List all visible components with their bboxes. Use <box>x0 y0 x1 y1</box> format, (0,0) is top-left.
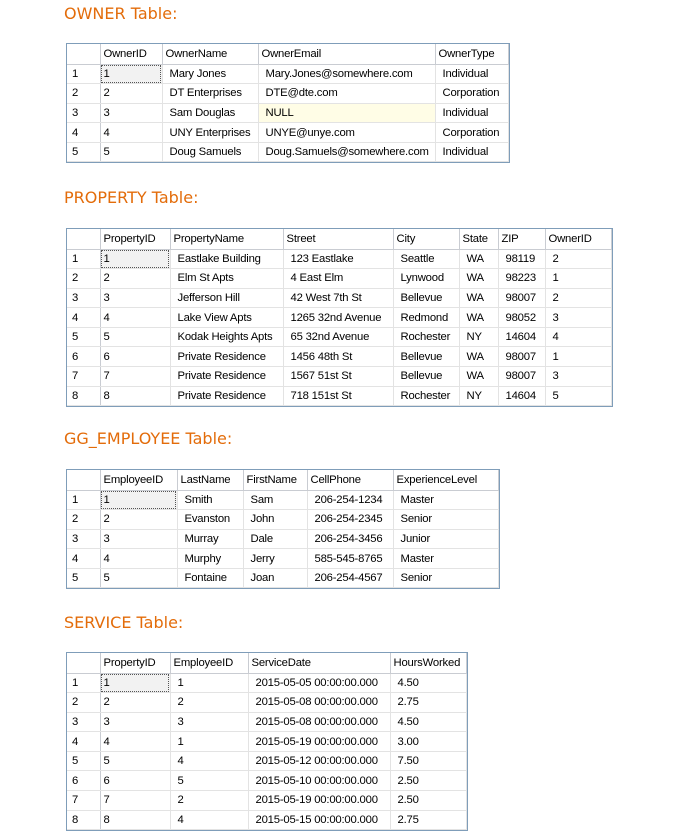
table-row[interactable] <box>67 568 498 588</box>
row-number-header[interactable] <box>67 470 100 490</box>
table-cell[interactable]: WA <box>459 288 498 308</box>
table-cell[interactable]: 4 <box>545 327 611 347</box>
table-cell[interactable]: Senior <box>393 568 498 588</box>
table-cell[interactable]: 4 <box>170 751 248 771</box>
row-number[interactable]: 7 <box>67 367 100 387</box>
table-row[interactable] <box>67 810 466 830</box>
table-cell[interactable]: Mary Jones <box>162 64 258 84</box>
table-cell[interactable]: 4 <box>100 123 162 143</box>
table-cell[interactable]: 3 <box>100 712 170 732</box>
column-header[interactable]: OwnerName <box>162 44 258 64</box>
property-table <box>67 229 612 406</box>
table-cell[interactable]: Sam Douglas <box>162 103 258 123</box>
row-number[interactable]: 8 <box>67 386 100 406</box>
row-number[interactable]: 8 <box>67 810 100 830</box>
table-row[interactable] <box>67 693 466 713</box>
table-cell[interactable]: Jefferson Hill <box>170 288 283 308</box>
property-table-title: PROPERTY Table: <box>64 188 199 207</box>
table-row[interactable] <box>67 673 466 693</box>
column-header[interactable]: City <box>393 229 459 249</box>
row-number-header[interactable] <box>67 229 100 249</box>
table-cell[interactable]: Individual <box>435 103 508 123</box>
table-row[interactable] <box>67 367 611 387</box>
table-cell[interactable]: Murphy <box>177 549 243 569</box>
table-cell[interactable]: 3 <box>545 308 611 328</box>
row-number[interactable]: 4 <box>67 308 100 328</box>
table-cell[interactable]: 65 32nd Avenue <box>283 327 393 347</box>
service-table-title: SERVICE Table: <box>64 613 184 632</box>
column-header[interactable]: LastName <box>177 470 243 490</box>
table-cell[interactable]: Bellevue <box>393 288 459 308</box>
table-cell[interactable]: 123 Eastlake <box>283 249 393 269</box>
column-header[interactable]: ExperienceLevel <box>393 470 498 490</box>
property-results-grid[interactable] <box>66 228 613 407</box>
row-number[interactable]: 5 <box>67 327 100 347</box>
column-header[interactable]: EmployeeID <box>100 470 177 490</box>
table-cell[interactable]: WA <box>459 249 498 269</box>
column-header[interactable]: HoursWorked <box>390 653 466 673</box>
table-cell[interactable]: 98007 <box>498 367 545 387</box>
table-cell[interactable]: 2.75 <box>390 810 466 830</box>
column-header[interactable]: OwnerType <box>435 44 508 64</box>
table-cell[interactable]: 2 <box>170 693 248 713</box>
table-cell[interactable]: 2.50 <box>390 771 466 791</box>
column-header[interactable]: Street <box>283 229 393 249</box>
table-cell[interactable]: 2 <box>170 791 248 811</box>
table-cell[interactable]: 14604 <box>498 386 545 406</box>
table-cell[interactable]: 4 East Elm <box>283 269 393 289</box>
table-cell[interactable]: 1265 32nd Avenue <box>283 308 393 328</box>
table-cell[interactable]: 3 <box>100 103 162 123</box>
table-cell[interactable]: 42 West 7th St <box>283 288 393 308</box>
table-row[interactable] <box>67 123 508 143</box>
table-cell[interactable]: 2015-05-19 00:00:00.000 <box>248 732 390 752</box>
table-cell[interactable]: 2015-05-19 00:00:00.000 <box>248 791 390 811</box>
table-row[interactable] <box>67 84 508 104</box>
row-number[interactable]: 1 <box>67 64 100 84</box>
table-row[interactable] <box>67 490 498 510</box>
table-cell[interactable]: UNY Enterprises <box>162 123 258 143</box>
table-cell[interactable]: Dale <box>243 529 307 549</box>
table-cell[interactable]: 3 <box>100 529 177 549</box>
table-cell[interactable]: 5 <box>545 386 611 406</box>
row-number-header[interactable] <box>67 44 100 64</box>
table-cell[interactable]: Elm St Apts <box>170 269 283 289</box>
row-number[interactable]: 7 <box>67 791 100 811</box>
table-cell[interactable]: 206-254-1234 <box>307 490 393 510</box>
table-cell[interactable]: 2.75 <box>390 693 466 713</box>
table-row[interactable] <box>67 142 508 162</box>
table-cell[interactable]: 2 <box>100 84 162 104</box>
table-row[interactable] <box>67 269 611 289</box>
table-cell[interactable]: 2015-05-08 00:00:00.000 <box>248 712 390 732</box>
table-cell[interactable]: Junior <box>393 529 498 549</box>
table-cell[interactable]: 1 <box>100 673 170 693</box>
table-row[interactable] <box>67 771 466 791</box>
table-cell[interactable]: 5 <box>170 771 248 791</box>
table-cell[interactable]: Murray <box>177 529 243 549</box>
table-cell[interactable]: Individual <box>435 64 508 84</box>
table-row[interactable] <box>67 549 498 569</box>
table-cell[interactable]: 2 <box>100 269 170 289</box>
row-number[interactable]: 6 <box>67 347 100 367</box>
service-results-grid[interactable] <box>66 652 468 831</box>
table-cell[interactable]: 4 <box>100 549 177 569</box>
table-cell[interactable]: 206-254-3456 <box>307 529 393 549</box>
table-cell[interactable]: 1567 51st St <box>283 367 393 387</box>
row-number[interactable]: 1 <box>67 249 100 269</box>
table-cell[interactable]: 2015-05-15 00:00:00.000 <box>248 810 390 830</box>
table-cell[interactable]: DT Enterprises <box>162 84 258 104</box>
table-cell[interactable]: 5 <box>100 568 177 588</box>
table-row[interactable] <box>67 386 611 406</box>
table-cell[interactable]: 2 <box>545 249 611 269</box>
table-cell[interactable]: 8 <box>100 386 170 406</box>
table-cell[interactable]: Bellevue <box>393 367 459 387</box>
table-cell[interactable]: 4.50 <box>390 673 466 693</box>
row-number[interactable]: 5 <box>67 568 100 588</box>
table-cell[interactable]: Master <box>393 549 498 569</box>
table-cell[interactable]: Private Residence <box>170 367 283 387</box>
table-cell[interactable]: 206-254-4567 <box>307 568 393 588</box>
table-cell[interactable]: 1 <box>170 732 248 752</box>
table-cell[interactable]: UNYE@unye.com <box>258 123 435 143</box>
table-cell[interactable]: Kodak Heights Apts <box>170 327 283 347</box>
table-cell[interactable]: NY <box>459 327 498 347</box>
table-cell[interactable]: 718 151st St <box>283 386 393 406</box>
table-cell[interactable]: 1456 48th St <box>283 347 393 367</box>
table-row[interactable] <box>67 510 498 530</box>
table-row[interactable] <box>67 103 508 123</box>
table-cell[interactable]: 2015-05-10 00:00:00.000 <box>248 771 390 791</box>
table-cell[interactable]: Corporation <box>435 84 508 104</box>
table-cell[interactable]: Doug Samuels <box>162 142 258 162</box>
employee-table-title: GG_EMPLOYEE Table: <box>64 429 233 448</box>
table-cell[interactable]: Lynwood <box>393 269 459 289</box>
table-row[interactable] <box>67 712 466 732</box>
table-cell[interactable]: Rochester <box>393 386 459 406</box>
table-row[interactable] <box>67 327 611 347</box>
table-cell[interactable]: 2 <box>545 288 611 308</box>
row-number[interactable]: 5 <box>67 142 100 162</box>
table-cell[interactable]: 2015-05-08 00:00:00.000 <box>248 693 390 713</box>
table-cell[interactable]: 1 <box>100 249 170 269</box>
column-header[interactable]: OwnerEmail <box>258 44 435 64</box>
table-cell[interactable]: John <box>243 510 307 530</box>
row-number[interactable]: 2 <box>67 693 100 713</box>
column-header[interactable]: ServiceDate <box>248 653 390 673</box>
table-cell[interactable]: 4 <box>170 810 248 830</box>
table-row[interactable] <box>67 308 611 328</box>
row-number[interactable]: 4 <box>67 549 100 569</box>
table-cell[interactable]: 98119 <box>498 249 545 269</box>
table-cell[interactable]: Jerry <box>243 549 307 569</box>
column-header[interactable]: CellPhone <box>307 470 393 490</box>
row-number[interactable]: 2 <box>67 510 100 530</box>
row-number[interactable]: 5 <box>67 751 100 771</box>
row-number[interactable]: 6 <box>67 771 100 791</box>
table-cell[interactable]: 1 <box>170 673 248 693</box>
column-header[interactable]: OwnerID <box>545 229 611 249</box>
row-number[interactable]: 4 <box>67 732 100 752</box>
table-cell[interactable]: 2 <box>100 510 177 530</box>
table-cell[interactable]: 5 <box>100 142 162 162</box>
table-row[interactable] <box>67 529 498 549</box>
column-header[interactable]: EmployeeID <box>170 653 248 673</box>
row-number-header[interactable] <box>67 653 100 673</box>
table-cell[interactable]: Lake View Apts <box>170 308 283 328</box>
table-cell[interactable]: 98223 <box>498 269 545 289</box>
table-cell[interactable]: Evanston <box>177 510 243 530</box>
table-cell[interactable]: 98007 <box>498 347 545 367</box>
table-cell[interactable]: Sam <box>243 490 307 510</box>
table-cell[interactable]: 2 <box>100 693 170 713</box>
table-cell[interactable]: 8 <box>100 810 170 830</box>
table-cell[interactable]: Bellevue <box>393 347 459 367</box>
row-number[interactable]: 2 <box>67 84 100 104</box>
table-cell[interactable]: 98007 <box>498 288 545 308</box>
table-cell[interactable]: Private Residence <box>170 347 283 367</box>
table-cell[interactable]: 3 <box>170 712 248 732</box>
row-number[interactable]: 3 <box>67 529 100 549</box>
table-cell[interactable]: Seattle <box>393 249 459 269</box>
table-cell[interactable]: 14604 <box>498 327 545 347</box>
service-table <box>67 653 467 830</box>
table-cell[interactable]: 1 <box>100 64 162 84</box>
owner-table <box>67 44 509 162</box>
owner-table-title: OWNER Table: <box>64 4 178 23</box>
employee-table <box>67 470 499 588</box>
owner-results-grid[interactable] <box>66 43 510 163</box>
table-row[interactable] <box>67 791 466 811</box>
table-cell[interactable]: Eastlake Building <box>170 249 283 269</box>
table-cell[interactable]: 6 <box>100 347 170 367</box>
employee-results-grid[interactable] <box>66 469 500 589</box>
header-row <box>67 229 611 249</box>
row-number[interactable]: 3 <box>67 712 100 732</box>
table-cell[interactable]: WA <box>459 269 498 289</box>
table-cell[interactable]: Fontaine <box>177 568 243 588</box>
table-cell[interactable]: 3 <box>100 288 170 308</box>
row-number[interactable]: 1 <box>67 490 100 510</box>
table-cell[interactable]: 3.00 <box>390 732 466 752</box>
table-row[interactable] <box>67 249 611 269</box>
table-row[interactable] <box>67 751 466 771</box>
table-cell[interactable]: Private Residence <box>170 386 283 406</box>
table-cell[interactable]: Smith <box>177 490 243 510</box>
table-cell[interactable]: Joan <box>243 568 307 588</box>
table-cell[interactable]: Master <box>393 490 498 510</box>
column-header[interactable]: PropertyName <box>170 229 283 249</box>
column-header[interactable]: ZIP <box>498 229 545 249</box>
column-header[interactable]: State <box>459 229 498 249</box>
table-row[interactable] <box>67 347 611 367</box>
table-cell[interactable]: WA <box>459 308 498 328</box>
table-cell[interactable]: 206-254-2345 <box>307 510 393 530</box>
table-cell[interactable]: WA <box>459 367 498 387</box>
column-header[interactable]: PropertyID <box>100 229 170 249</box>
table-cell[interactable]: 2015-05-05 00:00:00.000 <box>248 673 390 693</box>
row-number[interactable]: 3 <box>67 103 100 123</box>
column-header[interactable]: OwnerID <box>100 44 162 64</box>
table-cell[interactable]: 7 <box>100 367 170 387</box>
header-row <box>67 44 508 64</box>
table-cell[interactable]: Mary.Jones@somewhere.com <box>258 64 435 84</box>
table-cell[interactable]: NY <box>459 386 498 406</box>
row-number[interactable]: 1 <box>67 673 100 693</box>
table-cell[interactable]: NULL <box>258 103 435 123</box>
table-cell[interactable]: 4.50 <box>390 712 466 732</box>
table-cell[interactable]: Senior <box>393 510 498 530</box>
table-cell[interactable]: Corporation <box>435 123 508 143</box>
row-number[interactable]: 4 <box>67 123 100 143</box>
table-row[interactable] <box>67 288 611 308</box>
header-row <box>67 653 466 673</box>
table-cell[interactable]: Individual <box>435 142 508 162</box>
table-cell[interactable]: Redmond <box>393 308 459 328</box>
table-row[interactable] <box>67 64 508 84</box>
table-cell[interactable]: 7.50 <box>390 751 466 771</box>
table-cell[interactable]: 2015-05-12 00:00:00.000 <box>248 751 390 771</box>
table-cell[interactable]: 4 <box>100 732 170 752</box>
table-cell[interactable]: 98052 <box>498 308 545 328</box>
table-cell[interactable]: 5 <box>100 327 170 347</box>
table-cell[interactable]: 1 <box>100 490 177 510</box>
table-cell[interactable]: 5 <box>100 751 170 771</box>
table-cell[interactable]: Rochester <box>393 327 459 347</box>
table-cell[interactable]: 3 <box>545 367 611 387</box>
table-cell[interactable]: Doug.Samuels@somewhere.com <box>258 142 435 162</box>
header-row <box>67 470 498 490</box>
table-cell[interactable]: 1 <box>545 347 611 367</box>
table-cell[interactable]: WA <box>459 347 498 367</box>
table-cell[interactable]: 585-545-8765 <box>307 549 393 569</box>
table-cell[interactable]: 1 <box>545 269 611 289</box>
row-number[interactable]: 3 <box>67 288 100 308</box>
table-cell[interactable]: DTE@dte.com <box>258 84 435 104</box>
column-header[interactable]: FirstName <box>243 470 307 490</box>
table-cell[interactable]: 7 <box>100 791 170 811</box>
table-cell[interactable]: 2.50 <box>390 791 466 811</box>
column-header[interactable]: PropertyID <box>100 653 170 673</box>
row-number[interactable]: 2 <box>67 269 100 289</box>
table-row[interactable] <box>67 732 466 752</box>
table-cell[interactable]: 4 <box>100 308 170 328</box>
table-cell[interactable]: 6 <box>100 771 170 791</box>
